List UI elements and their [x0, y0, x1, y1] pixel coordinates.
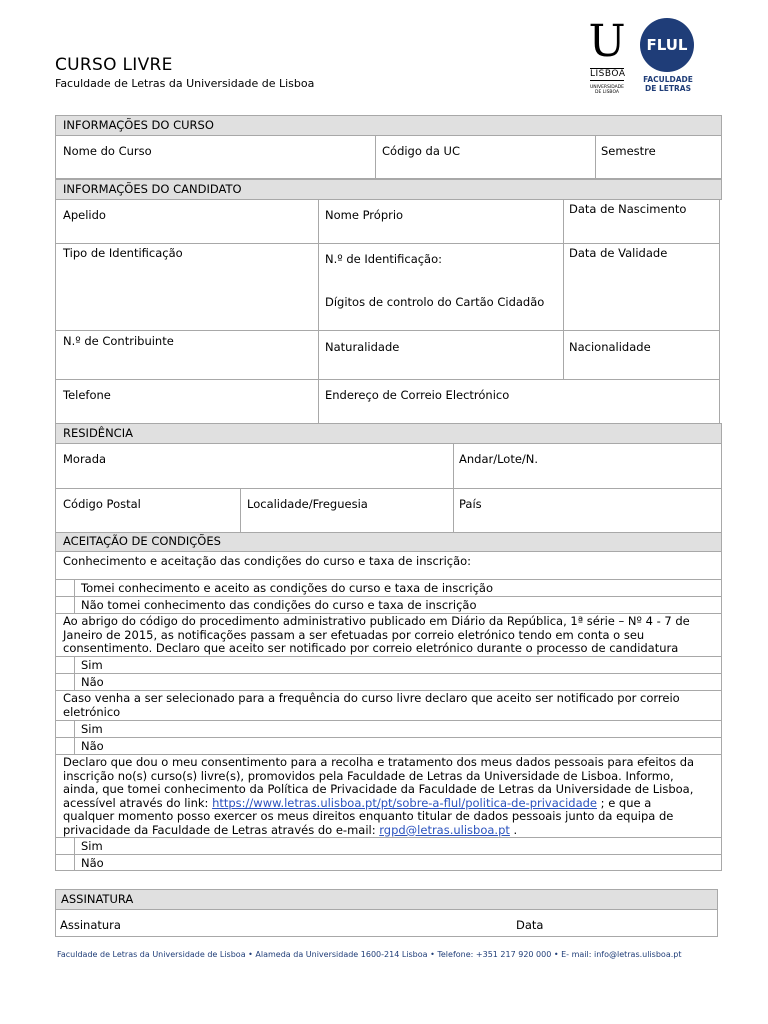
notificacao-nao-checkbox[interactable] — [56, 674, 75, 690]
rgpd-nao-row[interactable] — [55, 854, 722, 871]
rgpd-line-1: Declaro que dou o meu consentimento para a recolha e tratamento dos meus dados pessoais para efeitos da — [63, 755, 695, 769]
condicoes-intro: Conhecimento e aceitação das condições do curso e taxa de inscrição: — [55, 551, 722, 580]
curso-nome-field[interactable] — [55, 135, 376, 179]
apelido-label: Apelido — [63, 208, 106, 222]
notificacao-sim-label: Sim — [81, 658, 103, 672]
notificacao-nao-row[interactable] — [55, 673, 722, 691]
notificacao-sim-row[interactable] — [55, 656, 722, 674]
selecao-nao-label: Não — [81, 739, 104, 753]
naturalidade-field[interactable] — [318, 330, 564, 380]
assinatura-label: Assinatura — [60, 918, 121, 932]
opcao-nao-aceito-row[interactable] — [55, 596, 722, 614]
nome-proprio-label: Nome Próprio — [325, 208, 404, 222]
flul-logo-line-2: DE LETRAS — [645, 84, 691, 93]
curso-semestre-label: Semestre — [601, 144, 656, 158]
opcao-aceito-row[interactable] — [55, 579, 722, 597]
ulisboa-logo-word: LISBOA — [590, 69, 626, 79]
ulisboa-logo-small-2: DE LISBOA — [595, 90, 619, 95]
andar-field[interactable] — [453, 443, 722, 489]
rgpd-line-6-post: . — [509, 822, 518, 837]
nacionalidade-field[interactable] — [563, 330, 720, 380]
rgpd-email-link[interactable]: rgpd@letras.ulisboa.pt — [379, 822, 510, 837]
numero-identificacao-label: N.º de Identificação: — [325, 252, 443, 266]
data-nascimento-label: Data de Nascimento — [569, 202, 687, 216]
nome-proprio-field[interactable] — [318, 199, 564, 244]
contribuinte-field[interactable] — [55, 330, 319, 380]
assinatura-row[interactable] — [55, 909, 718, 937]
selecao-paragraph — [55, 690, 722, 721]
ulisboa-logo-letter: U — [588, 16, 626, 67]
notificacao-line-1: Ao abrigo do código do procedimento administrativo publicado em Diário da República, 1ª série – Nº 4 - 7 de — [63, 614, 690, 628]
flul-logo-circle: FLUL — [640, 18, 694, 72]
ulisboa-logo-small-1: UNIVERSIDADE — [590, 85, 624, 90]
tipo-identificacao-field[interactable] — [55, 243, 319, 331]
residencia-section-header: RESIDÊNCIA — [55, 423, 722, 444]
email-label: Endereço de Correio Electrónico — [325, 388, 510, 402]
rgpd-paragraph — [55, 754, 722, 838]
condicoes-section-header: ACEITAÇÃO DE CONDIÇÕES — [55, 532, 722, 552]
curso-codigo-field[interactable] — [375, 135, 596, 179]
digitos-controlo-label: Dígitos de controlo do Cartão Cidadão — [325, 295, 545, 309]
selecao-nao-row[interactable] — [55, 737, 722, 755]
localidade-label: Localidade/Freguesia — [247, 497, 368, 511]
assinatura-section-header: ASSINATURA — [55, 889, 718, 910]
morada-label: Morada — [63, 452, 107, 466]
selecao-nao-checkbox[interactable] — [56, 738, 75, 754]
rgpd-line-4-post: ; e que a — [597, 795, 652, 810]
tipo-identificacao-label: Tipo de Identificação — [63, 246, 183, 260]
rgpd-line-5: qualquer momento posso exercer os meus direitos enquanto titular de dados pessoais junto da equipa de — [63, 809, 674, 823]
selecao-line-2: eletrónico — [63, 704, 121, 719]
telefone-label: Telefone — [63, 388, 111, 402]
notificacao-line-3: consentimento. Declaro que aceito ser notificado por correio eletrónico durante o processo de candidatura — [63, 641, 679, 655]
selecao-sim-row[interactable] — [55, 720, 722, 738]
flul-logo-line-1: FACULDADE — [643, 75, 693, 84]
localidade-field[interactable] — [240, 488, 454, 533]
rgpd-line-6 — [63, 824, 721, 838]
opcao-aceito-checkbox[interactable] — [56, 580, 75, 596]
privacy-policy-link[interactable]: https://www.letras.ulisboa.pt/pt/sobre-a-flul/politica-de-privacidade — [212, 795, 598, 810]
codigo-postal-label: Código Postal — [63, 497, 141, 511]
page-footer: Faculdade de Letras da Universidade de Lisboa • Alameda da Universidade 1600-214 Lisboa • Telefone: +351 217 920 000 • E- mail: info@letras.ulisboa.pt — [57, 950, 682, 959]
rgpd-line-2: inscrição no(s) curso(s) livre(s), promovidos pela Faculdade de Letras da Universidade de Lisboa. Informo, — [63, 768, 674, 783]
apelido-field[interactable] — [55, 199, 319, 244]
selecao-sim-label: Sim — [81, 722, 103, 736]
ulisboa-logo — [584, 18, 630, 110]
email-field[interactable] — [318, 379, 720, 424]
rgpd-sim-row[interactable] — [55, 837, 722, 855]
andar-label: Andar/Lote/N. — [459, 452, 539, 466]
curso-section-header: INFORMAÇÕES DO CURSO — [55, 115, 722, 136]
flul-logo — [640, 18, 696, 98]
rgpd-line-6-pre: privacidade da Faculdade de Letras através do e-mail: — [63, 822, 380, 837]
curso-nome-label: Nome do Curso — [63, 144, 152, 158]
telefone-field[interactable] — [55, 379, 319, 424]
notificacao-nao-label: Não — [81, 675, 104, 689]
numero-identificacao-field[interactable] — [318, 243, 564, 331]
rgpd-line-3: ainda, que tomei conhecimento da Política de Privacidade da Faculdade de Letras da Universidade de Lisboa, — [63, 782, 694, 796]
rgpd-nao-checkbox[interactable] — [56, 855, 75, 870]
candidato-section-header: INFORMAÇÕES DO CANDIDATO — [55, 179, 722, 200]
opcao-nao-aceito-label: Não tomei conhecimento das condições do curso e taxa de inscrição — [81, 598, 477, 612]
pais-label: País — [459, 497, 482, 511]
selecao-line-1: Caso venha a ser selecionado para a frequência do curso livre declaro que aceito ser notificado por correio — [63, 691, 680, 705]
pais-field[interactable] — [453, 488, 722, 533]
rgpd-sim-label: Sim — [81, 839, 103, 853]
notificacao-line-2: Janeiro de 2015, as notificações passam a ser efetuadas por correio eletrónico tendo em conta o seu — [63, 627, 645, 642]
rgpd-line-4-pre: acessível através do link: — [63, 795, 213, 810]
opcao-aceito-label: Tomei conhecimento e aceito as condições do curso e taxa de inscrição — [81, 581, 493, 595]
rgpd-nao-label: Não — [81, 856, 104, 870]
codigo-postal-field[interactable] — [55, 488, 241, 533]
naturalidade-label: Naturalidade — [325, 340, 400, 354]
nacionalidade-label: Nacionalidade — [569, 340, 651, 354]
data-validade-label: Data de Validade — [569, 246, 668, 260]
page-title: CURSO LIVRE — [55, 55, 173, 75]
contribuinte-label: N.º de Contribuinte — [63, 334, 174, 348]
data-label: Data — [516, 918, 544, 932]
data-nascimento-field[interactable] — [563, 199, 720, 244]
selecao-sim-checkbox[interactable] — [56, 721, 75, 737]
rgpd-line-4 — [63, 797, 721, 811]
curso-codigo-label: Código da UC — [382, 144, 461, 158]
notificacao-paragraph — [55, 613, 722, 657]
notificacao-sim-checkbox[interactable] — [56, 657, 75, 673]
curso-semestre-field[interactable] — [595, 135, 722, 179]
data-validade-field[interactable] — [563, 243, 720, 331]
page-subtitle: Faculdade de Letras da Universidade de Lisboa — [55, 77, 315, 90]
opcao-nao-aceito-checkbox[interactable] — [56, 597, 75, 613]
morada-field[interactable] — [55, 443, 454, 489]
rgpd-sim-checkbox[interactable] — [56, 838, 75, 854]
